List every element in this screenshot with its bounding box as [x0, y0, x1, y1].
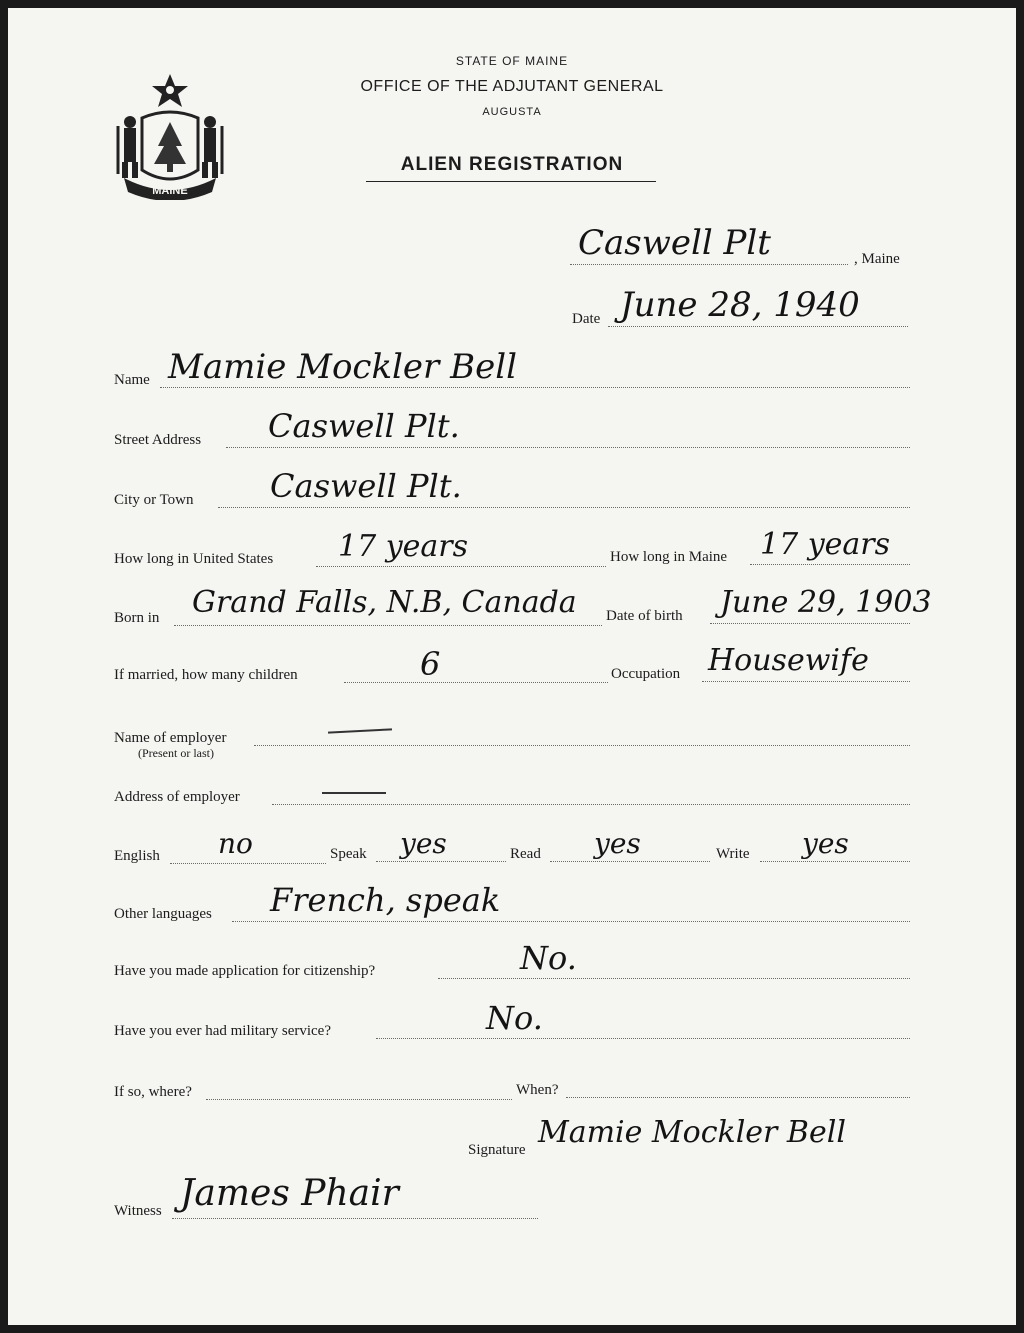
date-of-birth-line — [710, 623, 910, 624]
english-line — [170, 863, 326, 864]
employer-sublabel: (Present or last) — [138, 746, 214, 760]
how-long-maine-line — [750, 564, 910, 565]
children-line — [344, 682, 608, 683]
other-languages-label: Other languages — [114, 906, 212, 922]
children-label: If married, how many children — [114, 667, 298, 683]
how-long-us-line — [316, 566, 606, 567]
city-value: Caswell Plt. — [270, 467, 462, 505]
military-line — [376, 1038, 910, 1039]
speak-line — [376, 861, 506, 862]
signature-label: Signature — [468, 1142, 526, 1158]
military-value: No. — [486, 999, 543, 1037]
where-line — [206, 1099, 512, 1100]
read-line — [550, 861, 710, 862]
header-city: AUGUSTA — [482, 106, 542, 118]
employer-address-dash — [322, 792, 386, 794]
city-line — [218, 507, 910, 508]
where-label: If so, where? — [114, 1084, 192, 1100]
header-state: STATE OF MAINE — [455, 54, 569, 68]
town-value: Caswell Plt — [578, 223, 771, 263]
english-value: no — [218, 827, 253, 860]
write-value: yes — [802, 827, 849, 860]
date-line — [608, 326, 908, 327]
street-line — [226, 447, 910, 448]
military-label: Have you ever had military service? — [114, 1023, 331, 1039]
occupation-line — [702, 681, 910, 682]
date-label: Date — [572, 311, 601, 327]
witness-line — [172, 1218, 538, 1219]
witness-label: Witness — [114, 1203, 162, 1219]
employer-line — [254, 745, 910, 746]
write-line — [760, 861, 910, 862]
citizenship-line — [438, 978, 910, 979]
street-value: Caswell Plt. — [268, 407, 460, 445]
write-label: Write — [716, 846, 750, 862]
date-of-birth-value: June 29, 1903 — [720, 585, 932, 620]
town-line — [570, 264, 848, 265]
name-line — [160, 387, 910, 388]
born-in-line — [174, 625, 602, 626]
employer-address-line — [272, 804, 910, 805]
signature-value: Mamie Mockler Bell — [538, 1115, 846, 1150]
when-line — [566, 1097, 910, 1098]
how-long-maine-value: 17 years — [760, 527, 891, 562]
date-of-birth-label: Date of birth — [606, 608, 683, 624]
employer-dash — [328, 728, 392, 733]
children-value: 6 — [420, 645, 441, 683]
form-title: ALIEN REGISTRATION — [400, 154, 624, 175]
occupation-label: Occupation — [611, 666, 681, 682]
citizenship-label: Have you made application for citizenship? — [114, 963, 376, 979]
registration-form — [8, 8, 1016, 1325]
when-label: When? — [516, 1082, 559, 1098]
other-languages-value: French, speak — [270, 881, 501, 919]
how-long-us-label: How long in United States — [114, 551, 274, 567]
header-office: OFFICE OF THE ADJUTANT GENERAL — [360, 78, 664, 95]
seal-banner-text: MAINE — [152, 185, 188, 197]
title-underline — [366, 181, 656, 182]
other-languages-line — [232, 921, 910, 922]
citizenship-value: No. — [520, 939, 577, 977]
occupation-value: Housewife — [708, 643, 869, 678]
maine-label: , Maine — [854, 251, 900, 267]
date-value: June 28, 1940 — [620, 285, 860, 325]
street-label: Street Address — [114, 432, 202, 448]
speak-label: Speak — [330, 846, 367, 862]
employer-address-label: Address of employer — [114, 789, 240, 805]
how-long-maine-label: How long in Maine — [610, 549, 728, 565]
read-value: yes — [594, 827, 641, 860]
name-value: Mamie Mockler Bell — [168, 347, 517, 387]
speak-value: yes — [400, 827, 447, 860]
born-in-label: Born in — [114, 610, 160, 626]
name-label: Name — [114, 372, 150, 388]
witness-value: James Phair — [180, 1173, 399, 1214]
city-label: City or Town — [114, 492, 194, 508]
how-long-us-value: 17 years — [338, 529, 469, 564]
english-label: English — [114, 848, 160, 864]
born-in-value: Grand Falls, N.B, Canada — [192, 585, 577, 620]
employer-label: Name of employer — [114, 730, 227, 746]
read-label: Read — [510, 846, 541, 862]
